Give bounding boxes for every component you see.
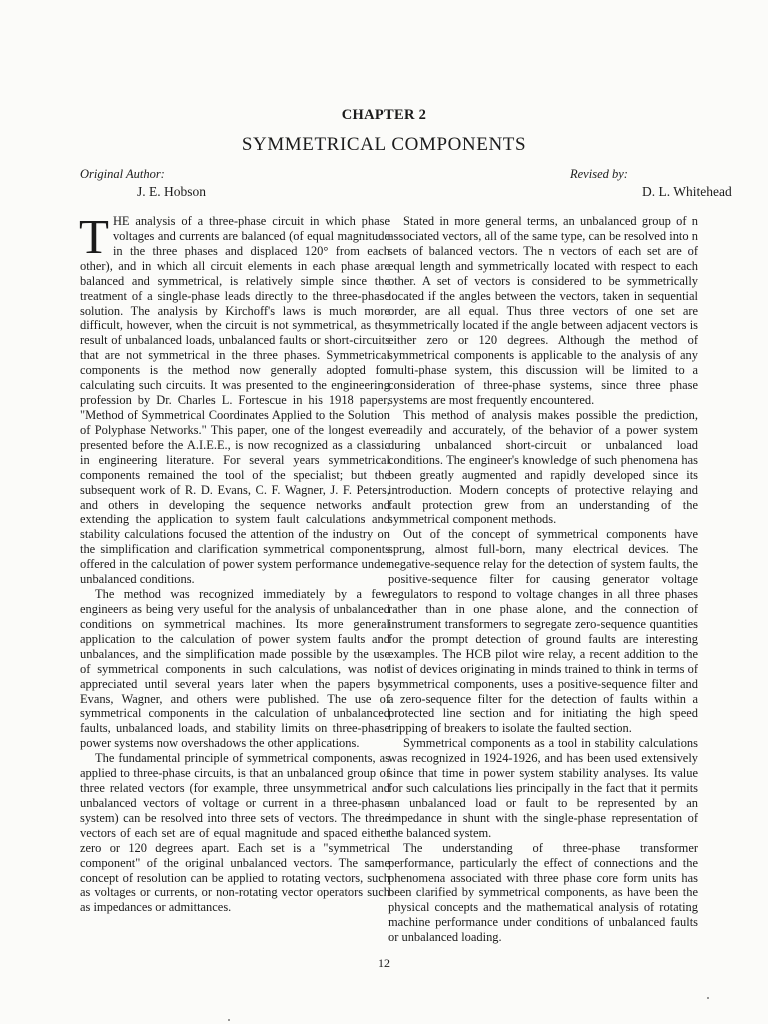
- paragraph: The understanding of three-phase transformer performance, particularly the effect of connections and the phenomena associated with three phase core form units has been clarified by symmetrical components, as have been the physical concepts and the mathematical analysis of rotating machine performance under conditions of unbalanced faults or unbalanced loading.: [388, 840, 698, 945]
- paragraph: Stated in more general terms, an unbalanced group of n associated vectors, all of the same type, can be resolved into n sets of balanced vectors. The n vectors of each set are of equal length and symmetrically located with respect to each other. A set of vectors is considered to be symmetrically located if the angles between the vectors, taken in sequential order, are all equal. Thus three vectors of one set are symmetrically located if the angle between adjacent vectors is either zero or 120 degrees. Although the method of symmetrical components is applicable to the analysis of any multi-phase system, this discussion will be limited to a consideration of three-phase systems, since three phase systems are most frequently encountered.: [388, 214, 698, 408]
- scan-speck: [228, 1019, 230, 1021]
- right-column: [388, 214, 698, 945]
- revised-by-name: D. L. Whitehead: [642, 184, 732, 199]
- paragraph-text: HE analysis of a three-phase circuit in which phase voltages and currents are balanced (of equal magnitude in the three phases and displaced 120° from each other), and in which all circuit elements in each phase are balanced and symmetrical, is relatively simple since the treatment of a single-phase leads directly to the three-phase solution. The analysis by Kirchoff's laws is much more difficult, however, when the circuit is not symmetrical, as the result of unbalanced loads, unbalanced faults or short-circuits that are not symmetrical in the three phases. Symmetrical components is the method now generally adopted for calculating such circuits. It was presented to the engineering profession by Dr. Charles L. Fortescue in his 1918 paper, "Method of Symmetrical Coordinates Applied to the Solution of Polyphase Networks." This paper, one of the longest ever presented before the A.I.E.E., is now recognized as a classic in engineering literature. For several years symmetrical components remained the tool of the specialist; but the subsequent work of R. D. Evans, C. F. Wagner, J. F. Peters, and others in developing the sequence networks and extending the application to system fault calculations and stability calculations focused the attention of the industry on the simplification and clarification symmetrical components offered in the calculation of power system performance under unbalanced conditions.: [80, 214, 390, 587]
- chapter-title: SYMMETRICAL COMPONENTS: [241, 134, 527, 155]
- original-author-name: J. E. Hobson: [137, 184, 207, 199]
- paragraph: The method was recognized immediately by a few engineers as being very useful for the analysis of unbalanced conditions on symmetrical machines. Its more general application to the calculation of power system faults and unbalances, and the simplification made possible by the use of symmetrical components in such calculations, was not appreciated until several years later when the papers by Evans, Wagner, and others were published. The use of symmetrical components in the calculation of unbalanced faults, unbalanced loads, and stability limits on three-phase power systems now overshadows the other applications.: [80, 587, 390, 751]
- chapter-label: CHAPTER 2: [341, 107, 427, 123]
- scan-speck: [707, 997, 709, 999]
- paragraph: Out of the concept of symmetrical components have sprung, almost full-born, many electrical devices. The negative-sequence relay for the detection of system faults, the positive-sequence filter for causing generator voltage regulators to respond to voltage changes in all three phases rather than in one phase alone, and the connection of instrument transformers to segregate zero-sequence quantities for the prompt detection of ground faults are interesting examples. The HCB pilot wire relay, a recent addition to the list of devices originating in minds trained to think in terms of symmetrical components, uses a positive-sequence filter and a zero-sequence filter for the detection of faults within a protected line section and for initiating the high speed tripping of breakers to isolate the faulted section.: [388, 527, 698, 736]
- paragraph: [79, 209, 390, 587]
- revised-by-block: [570, 166, 732, 200]
- drop-cap: T: [79, 209, 109, 264]
- paragraph: This method of analysis makes possible the prediction, readily and accurately, of the behavior of a power system during unbalanced short-circuit or unbalanced load conditions. The engineer's knowledge of such phenomena has been greatly augmented and rapidly developed since its introduction. Modern concepts of protective relaying and fault protection grew from an understanding of the symmetrical component methods.: [388, 407, 698, 527]
- original-author-block: [80, 166, 206, 200]
- page-number: 12: [378, 956, 390, 970]
- left-column: [79, 209, 390, 915]
- paragraph: The fundamental principle of symmetrical components, as applied to three-phase circuits, is that an unbalanced group of three related vectors (for example, three unsymmetrical and unbalanced vectors of voltage or current in a three-phase system) can be resolved into three sets of vectors. The three vectors of each set are of equal magnitude and spaced either zero or 120 degrees apart. Each set is a "symmetrical component" of the original unbalanced vectors. The same concept of resolution can be applied to rotating vectors, such as voltages or currents, or non-rotating vector operators such as impedances or admittances.: [80, 751, 390, 915]
- revised-by-label: Revised by:: [570, 167, 628, 181]
- paragraph: Symmetrical components as a tool in stability calculations was recognized in 1924-1926, and has been used extensively since that time in power system stability analyses. Its value for such calculations lies principally in the fact that it permits an unbalanced load or fault to be represented by an impedance in shunt with the single-phase representation of the balanced system.: [388, 736, 698, 840]
- original-author-label: Original Author:: [80, 167, 165, 181]
